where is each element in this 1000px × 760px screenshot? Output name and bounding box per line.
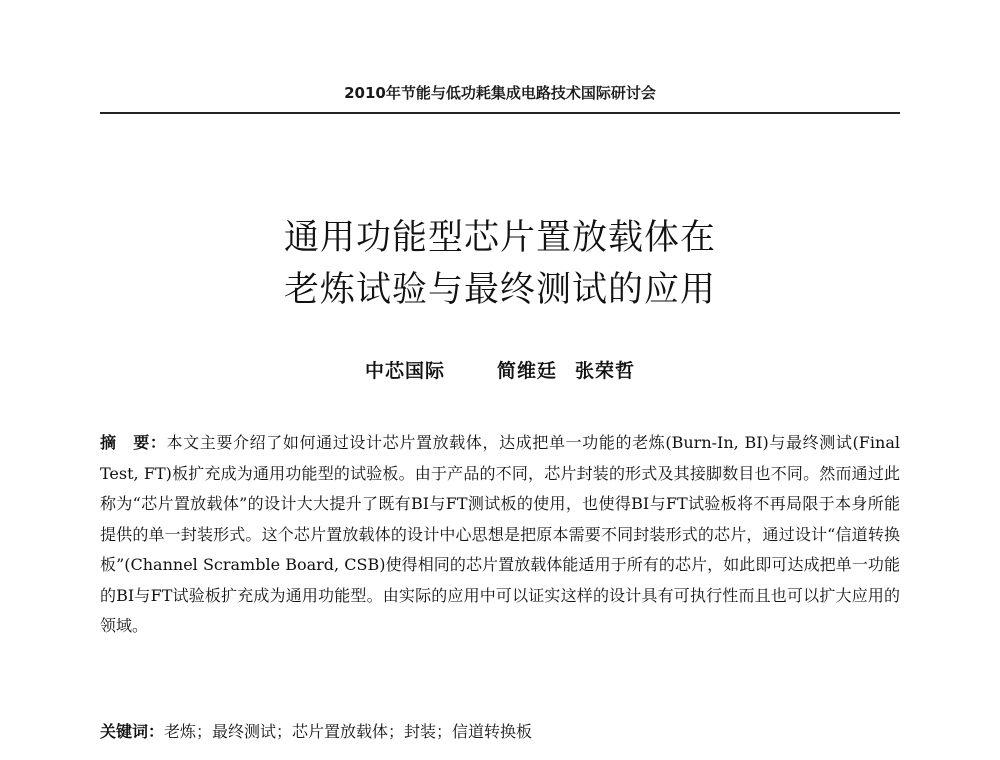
conference-header: 2010年节能与低功耗集成电路技术国际研讨会 bbox=[344, 84, 656, 102]
affiliation: 中芯国际 bbox=[364, 360, 445, 382]
keywords-text: 老炼；最终测试；芯片置放载体；封装；信道转换板 bbox=[164, 722, 533, 741]
abstract-paragraph bbox=[100, 428, 900, 642]
paper-title bbox=[0, 212, 1000, 316]
author-name: 张荣哲 bbox=[575, 360, 636, 382]
author-block bbox=[0, 356, 1000, 383]
keywords-label: 关键词： bbox=[100, 722, 165, 741]
abstract-label: 摘 要： bbox=[100, 433, 167, 452]
author-name: 简维廷 bbox=[496, 360, 557, 382]
header-divider bbox=[100, 112, 900, 114]
keywords-line bbox=[100, 717, 900, 747]
title-line-1: 通用功能型芯片置放载体在 bbox=[283, 218, 716, 258]
abstract-text: 本文主要介绍了如何通过设计芯片置放载体，达成把单一功能的老炼(Burn-In, BI)与最终测试(Final Test, FT)板扩充成为通用功能型的试验板。由于产品的不同，芯片封装的形式及其接脚数目也不同。然而通过此称为“芯片置放载体”的设计大大提升了既有BI与FT测试板的使用，也使得BI与FT试验板将不再局限于本身所能提供的单一封装形式。这个芯片置放载体的设计中心思想是把原本需要不同封装形式的芯片，通过设计“信道转换板”(Channel Scramble Board, CSB)使得相同的芯片置放载体能适用于所有的芯片，如此即可达成把单一功能的BI与FT试验板扩充成为通用功能型。由实际的应用中可以证实这样的设计具有可执行性而且也可以扩大应用的领域。 bbox=[100, 433, 900, 635]
title-line-2: 老炼试验与最终测试的应用 bbox=[283, 270, 716, 310]
